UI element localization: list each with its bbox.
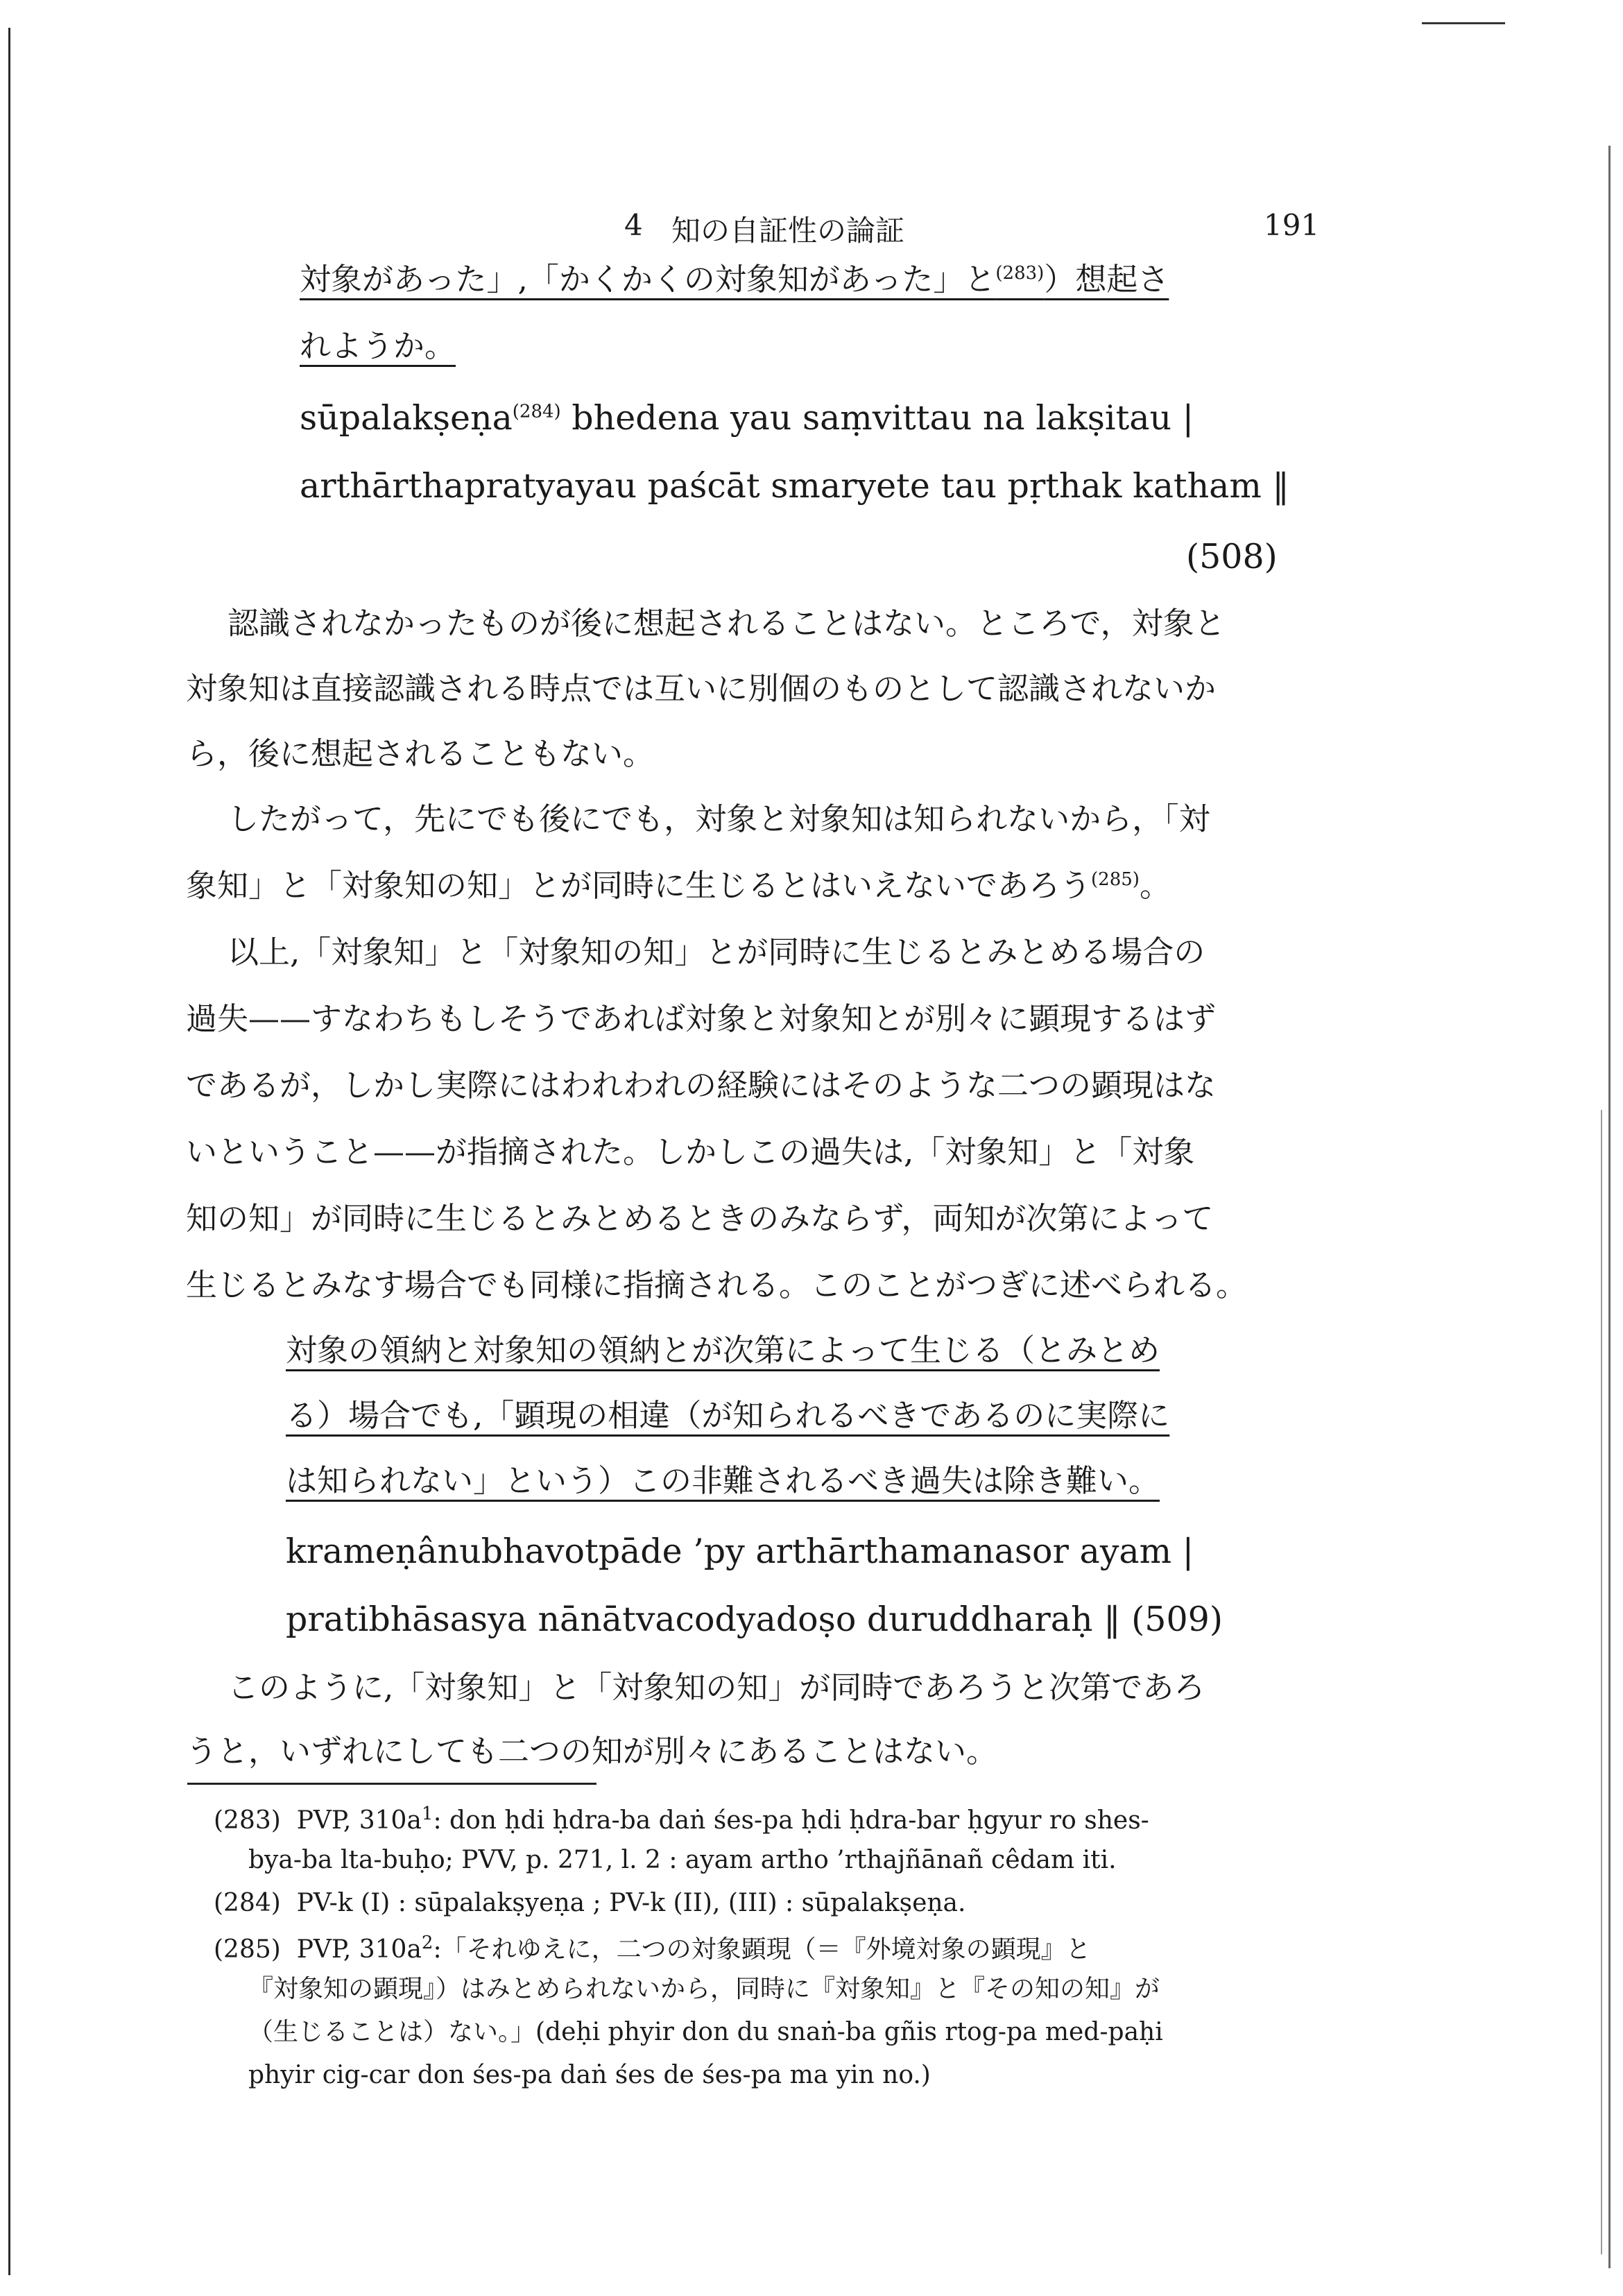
page-right-edge <box>1608 146 1611 2268</box>
verse-509-number: (509) <box>1131 1600 1223 1639</box>
para2-line-2: 象知」と「対象知の知」とが同時に生じるとはいえないであろう$^{(285)}$。 <box>186 867 1171 904</box>
corner-mark <box>1422 22 1505 24</box>
verse-508-jp-line-2: れようか。 <box>300 327 456 364</box>
note-ref-283: (283) <box>995 263 1045 284</box>
footnote-284: (284) PV-k (I) : sūpalakṣyeṇa ; PV-k (II), (III) : sūpalakṣeṇa. <box>214 1889 966 1917</box>
para3-line-5: 知の知」が同時に生じるとみとめるときのみならず，両知が次第によって <box>186 1200 1214 1237</box>
footnote-285-cont-3: phyir cig-car don śes-pa daṅ śes de śes-pa ma yin no.) <box>248 2061 931 2089</box>
verse-508-number: (508) <box>1186 537 1278 576</box>
verse-509-jp-line-2: る）場合でも,「顕現の相違（が知られるべきであるのに実際に <box>286 1397 1170 1434</box>
footnote-rule <box>187 1783 596 1785</box>
verse-508-sk-line-1: sūpalakṣeṇa$^{(284)}$ bhedena yau saṃvittau na lakṣitau | <box>300 398 1194 438</box>
verse-508-sk-line-2: arthārthapratyayau paścāt smaryete tau pṛthak katham ‖ <box>300 466 1289 506</box>
verse-509-jp-line-1: 対象の領納と対象知の領納とが次第によって生じる（とみとめ <box>286 1332 1160 1369</box>
verse-509-jp-line-3: は知られない」という）この非難されるべき過失は除き難い。 <box>286 1462 1160 1499</box>
para3-line-6: 生じるとみなす場合でも同様に指摘される。このことがつぎに述べられる。 <box>186 1267 1248 1303</box>
chapter-number: 4 <box>624 208 643 242</box>
footnote-283: (283) PVP, $310a^1$: don ḥdi ḥdra-ba daṅ śes-pa ḥdi ḥdra-bar ḥgyur ro shes- <box>214 1804 1149 1835</box>
para1-line-2: 対象知は直接認識される時点では互いに別個のものとして認識されないか <box>186 670 1217 707</box>
note-ref-284: (284) <box>512 401 561 422</box>
footnote-285: (285) PVP, $310a^2$:「それゆえに，二つの対象顕現（＝『外境対象の顕現』と <box>214 1933 1091 1964</box>
running-head <box>0 208 1623 250</box>
verse-508-jp-line-1: 対象があった」,「かくかくの対象知があった」と$^{(283)}$）想起さ <box>300 261 1169 298</box>
note-ref-285: (285) <box>1091 869 1140 890</box>
para3-line-2: 過失——すなわちもしそうであれば対象と対象知とが別々に顕現するはず <box>186 1000 1217 1037</box>
para2-line-1: したがって，先にでも後にでも，対象と対象知は知られないから，「対 <box>227 800 1210 837</box>
page-number: 191 <box>1264 208 1320 242</box>
para1-line-1: 認識されなかったものが後に想起されることはない。ところで，対象と <box>227 605 1226 642</box>
footnote-283-cont: bya-ba lta-buḥo; PVV, p. 271, l. 2 : ayam artho ’rthajñānañ cêdam iti. <box>248 1846 1117 1874</box>
chapter-title: 知の自証性の論証 <box>671 214 905 248</box>
page-right-edge-shadow <box>1601 1110 1602 2254</box>
footnote-285-cont-2: （生じることは）ない。」(deḥi phyir don du snaṅ-ba gñis rtog-pa med-paḥi <box>248 2018 1163 2046</box>
para3-line-3: であるが，しかし実際にはわれわれの経験にはそのような二つの顕現はな <box>186 1067 1217 1104</box>
verse-509-sk-line-2: pratibhāsasya nānātvacodyadoṣo duruddharaḥ ‖ (509) <box>286 1600 1223 1639</box>
verse-509-sk-line-1: krameṇânubhavotpāde ’py arthārthamanasor ayam | <box>286 1532 1194 1571</box>
page-left-edge <box>8 28 10 2275</box>
para4-line-2: うと，いずれにしても二つの知が別々にあることはない。 <box>186 1733 998 1770</box>
footnote-285-cont-1: 『対象知の顕現』）はみとめられないから，同時に『対象知』と『その知の知』が <box>248 1975 1160 2003</box>
para1-line-3: ら，後に想起されることもない。 <box>186 735 655 772</box>
para3-line-4: いということ——が指摘された。しかしこの過失は,「対象知」と「対象 <box>186 1133 1195 1170</box>
para3-line-1: 以上,「対象知」と「対象知の知」とが同時に生じるとみとめる場合の <box>227 934 1205 970</box>
para4-line-1: このように,「対象知」と「対象知の知」が同時であろうと次第であろ <box>227 1669 1205 1706</box>
